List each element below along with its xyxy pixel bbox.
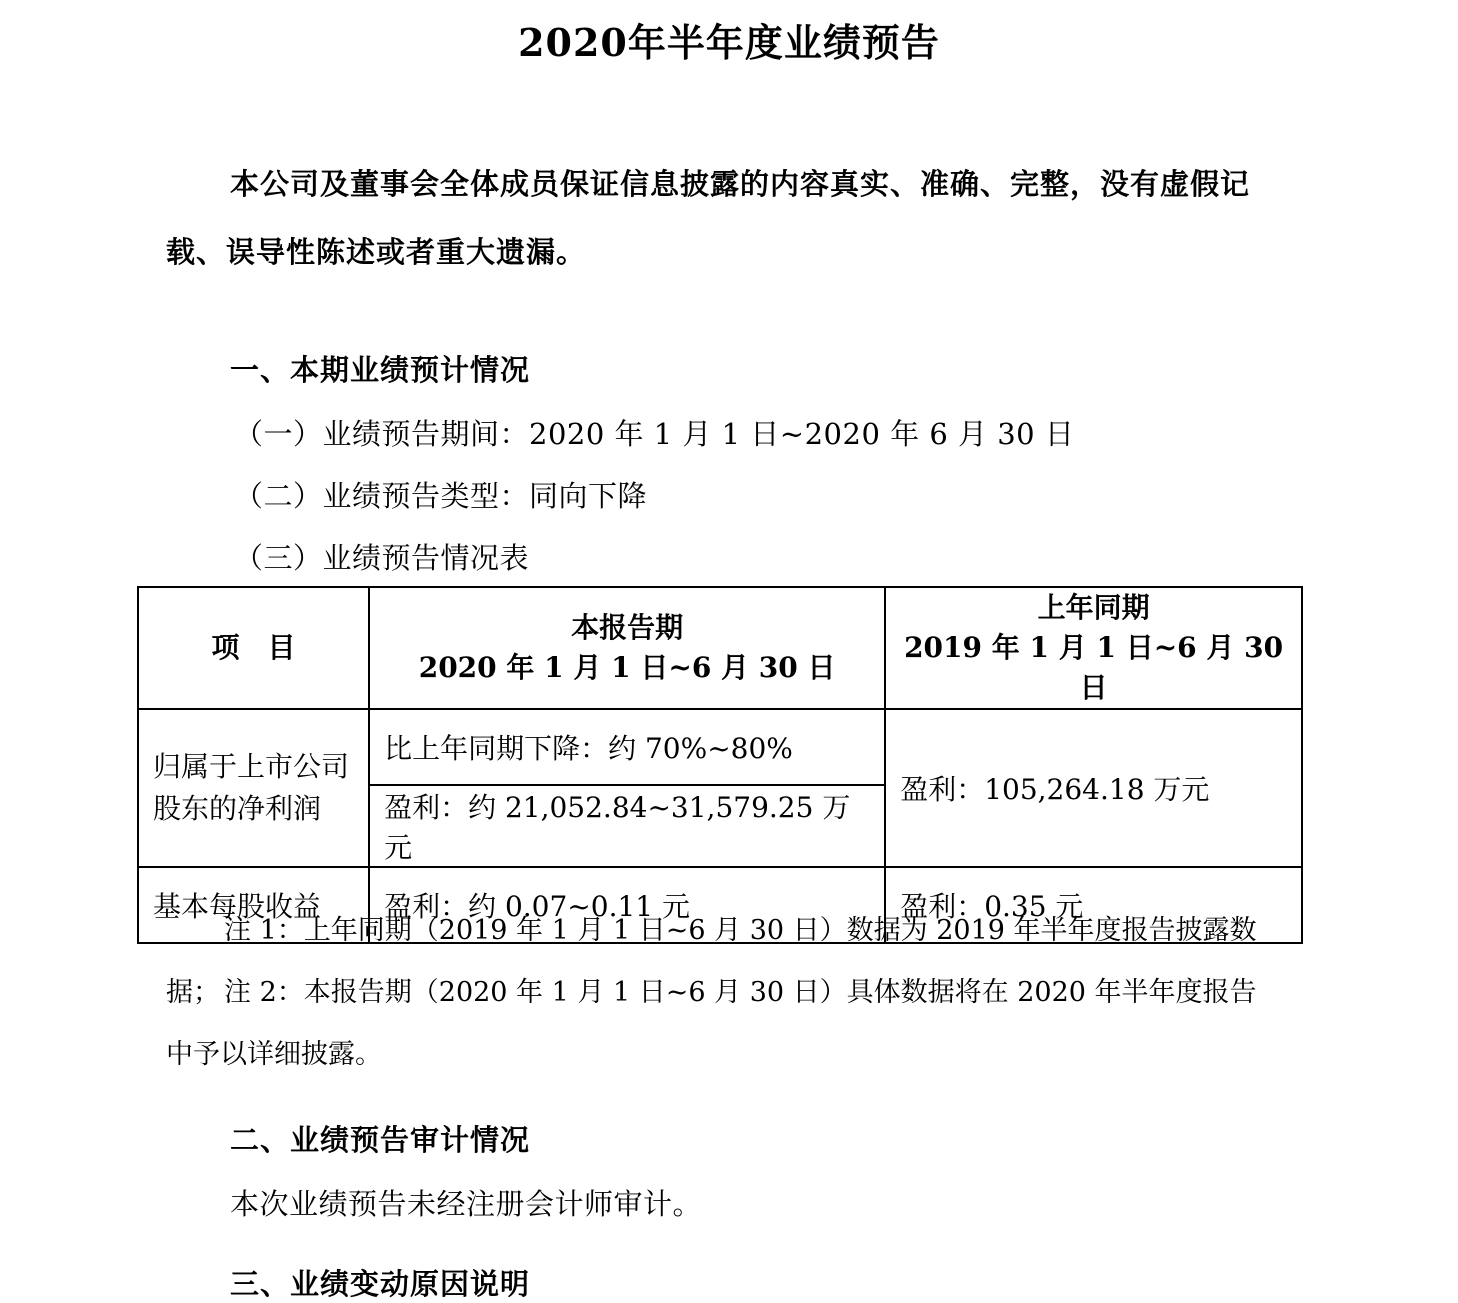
header-prior-period: [885, 587, 1302, 709]
header-current-dates: 2020 年 1 月 1 日~6 月 30 日: [418, 651, 836, 684]
forecast-period: （一）业绩预告期间：2020 年 1 月 1 日~2020 年 6 月 30 日: [234, 417, 1075, 451]
page-title: 2020年半年度业绩预告: [518, 20, 940, 65]
header-item: 项 目: [138, 587, 369, 709]
header-current-period: [369, 587, 885, 709]
note-1: 注 1：上年同期（2019 年 1 月 1 日~6 月 30 日）数据为 2019 年半年度报告披露数据；: [166, 915, 1257, 1008]
eps-current: 盈利：约 0.07~0.11 元: [369, 867, 885, 943]
table-header-row: [138, 587, 1302, 709]
eps-prior: 盈利：0.35 元: [885, 867, 1302, 943]
note-2: 注 2：本报告期（2020 年 1 月 1 日~6 月 30 日）具体数据将在 2020 年半年度报告中予以详细披露。: [166, 977, 1257, 1070]
section-2-body: 本次业绩预告未经注册会计师审计。: [230, 1187, 703, 1221]
net-profit-label: 归属于上市公司股东的净利润: [138, 709, 369, 867]
forecast-table-caption: （三）业绩预告情况表: [234, 541, 530, 575]
table-row: [138, 709, 1302, 785]
forecast-table: [137, 586, 1303, 944]
forecast-type: （二）业绩预告类型：同向下降: [234, 479, 648, 513]
net-profit-change: 比上年同期下降：约 70%~80%: [369, 709, 885, 785]
header-current-title: 本报告期: [571, 611, 684, 644]
section-2-heading: 二、业绩预告审计情况: [230, 1123, 531, 1157]
section-3-heading: 三、业绩变动原因说明: [230, 1267, 531, 1301]
net-profit-prior: 盈利：105,264.18 万元: [885, 709, 1302, 867]
disclaimer-paragraph: 本公司及董事会全体成员保证信息披露的内容真实、准确、完整，没有虚假记载、误导性陈述或者重大遗漏。: [166, 167, 1251, 269]
eps-label: 基本每股收益: [138, 867, 369, 943]
section-1-heading: 一、本期业绩预计情况: [230, 353, 531, 387]
net-profit-current: 盈利：约 21,052.84~31,579.25 万元: [369, 785, 885, 867]
header-prior-dates: 2019 年 1 月 1 日~6 月 30 日: [904, 631, 1284, 704]
header-prior-title: 上年同期: [1037, 591, 1150, 624]
